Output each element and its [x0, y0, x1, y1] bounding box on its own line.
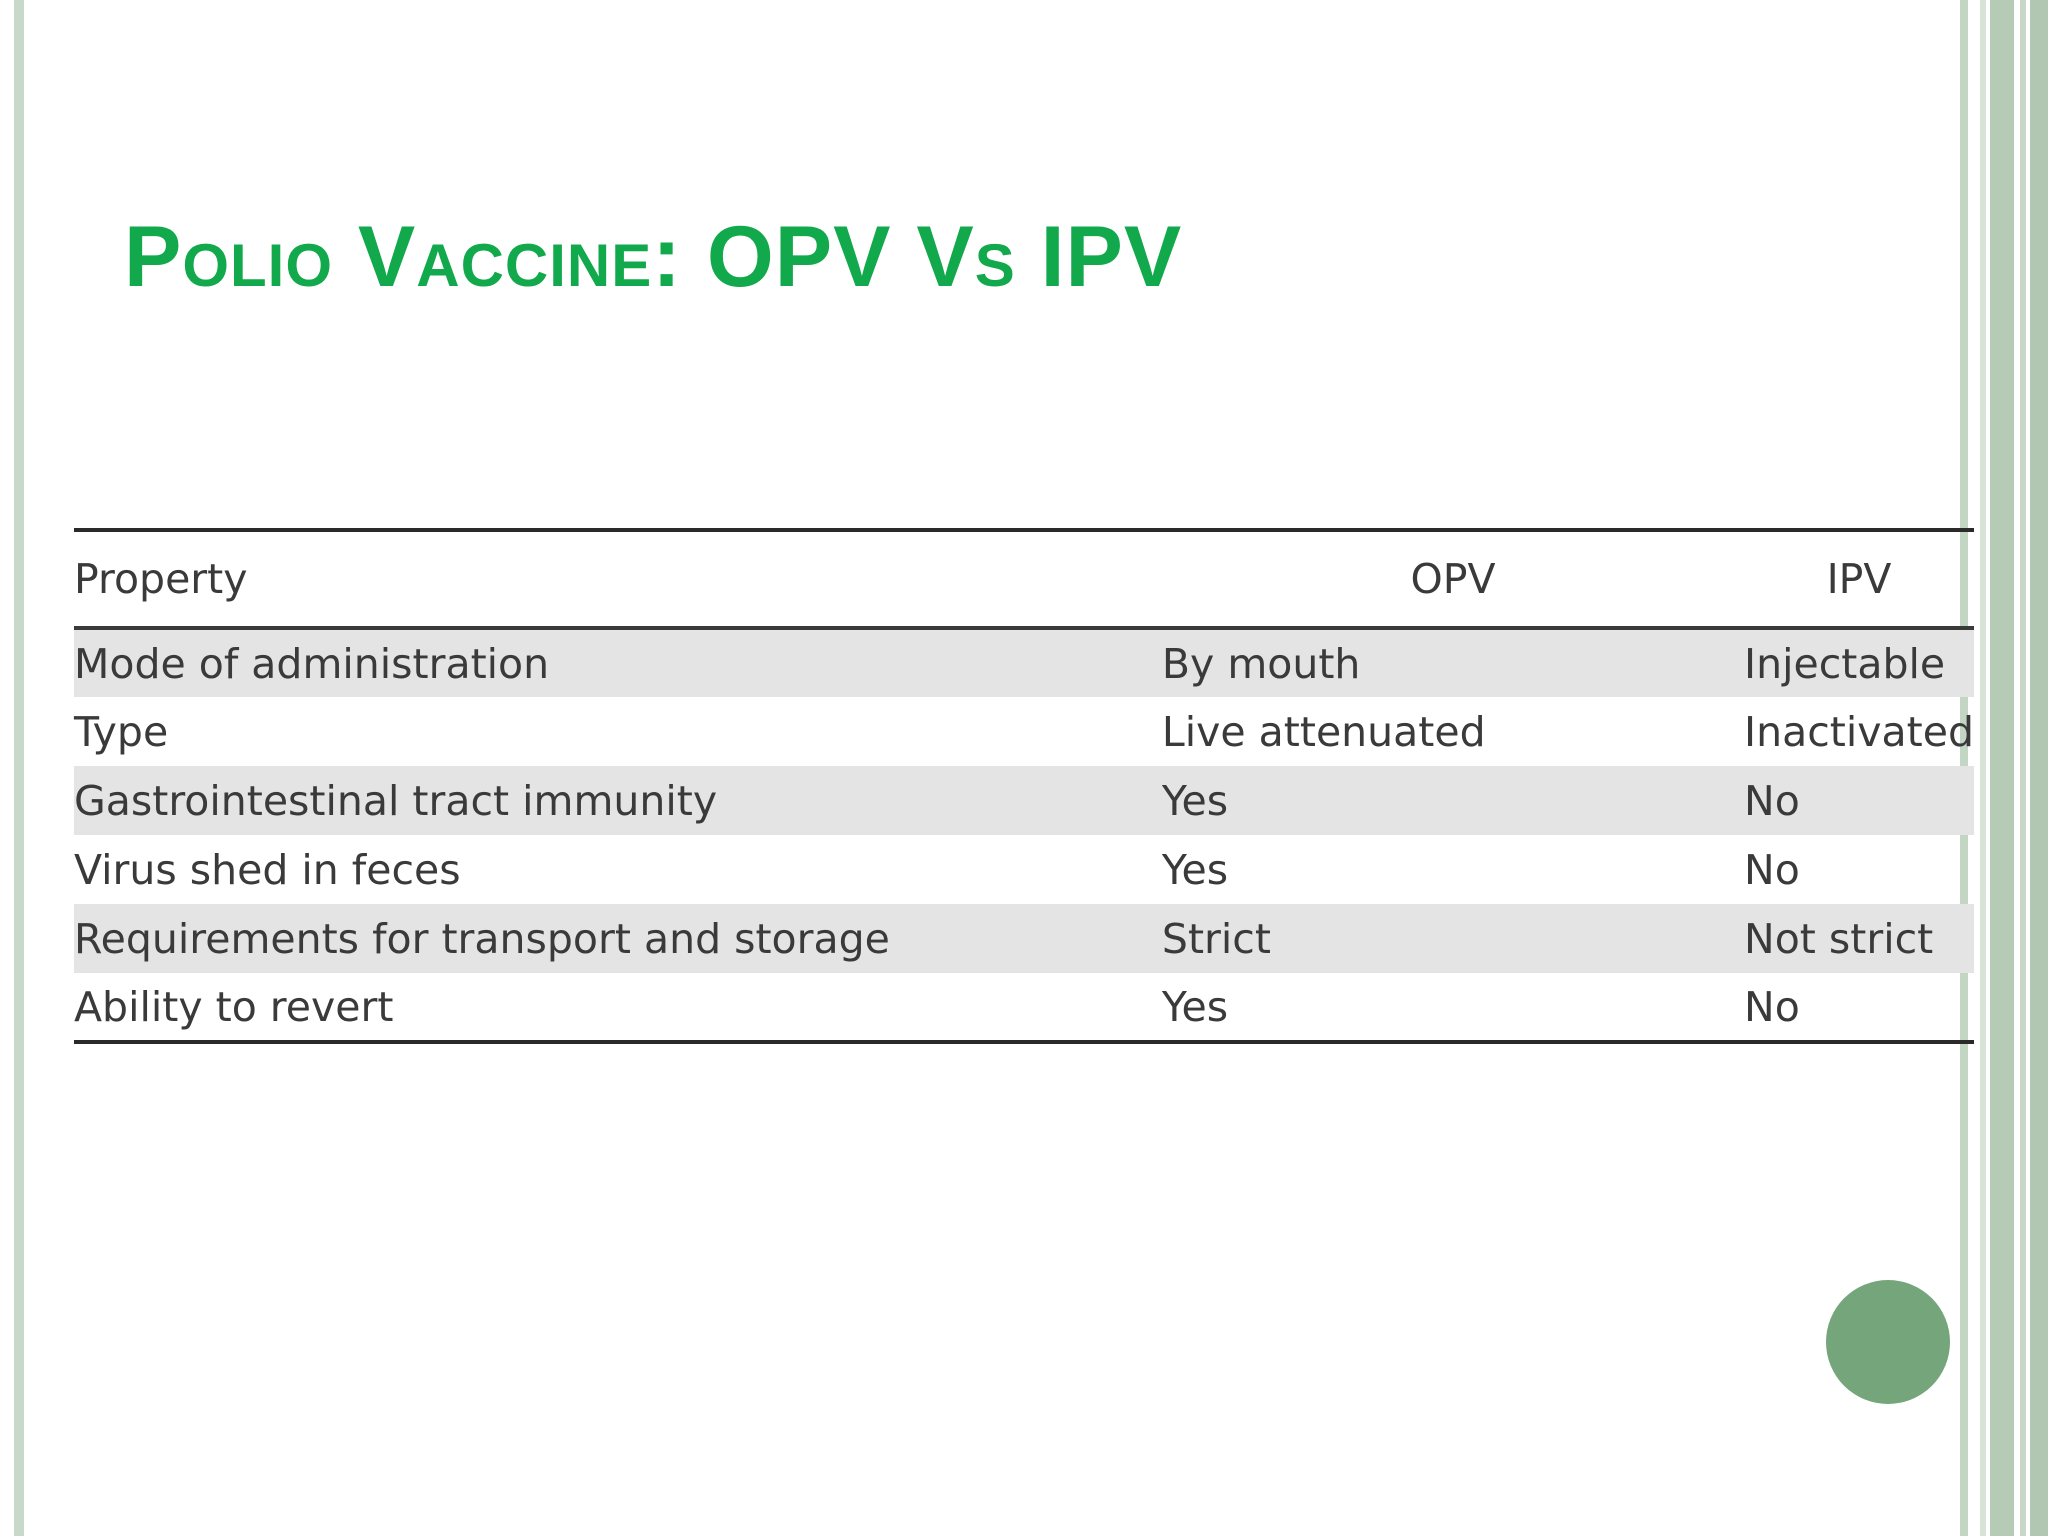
- slide-title: Polio Vaccine: OPV Vs IPV: [124, 209, 1183, 305]
- decorative-circle: [1826, 1280, 1950, 1404]
- cell-property: Type: [74, 707, 169, 756]
- cell-opv: By mouth: [1161, 639, 1361, 688]
- cell-ipv: Injectable: [1744, 639, 1946, 688]
- cell-opv: Live attenuated: [1161, 707, 1486, 756]
- table-row: [74, 697, 1974, 766]
- cell-opv: Yes: [1161, 776, 1229, 825]
- header-property: Property: [74, 555, 248, 603]
- table-row: [74, 973, 1974, 1042]
- table-row: [74, 766, 1974, 835]
- frame-stripe: [1980, 0, 1986, 1536]
- cell-ipv: Not strict: [1744, 914, 1934, 963]
- cell-property: Virus shed in feces: [74, 845, 461, 894]
- table-header: [74, 530, 1974, 628]
- cell-ipv: No: [1744, 776, 1800, 825]
- table-row: [74, 628, 1974, 697]
- header-ipv: IPV: [1826, 555, 1892, 603]
- cell-opv: Yes: [1161, 982, 1229, 1031]
- cell-property: Mode of administration: [74, 639, 550, 688]
- cell-ipv: No: [1744, 845, 1800, 894]
- table-body: [74, 628, 1974, 1042]
- frame-stripe: [2020, 0, 2026, 1536]
- frame-stripe: [2030, 0, 2048, 1536]
- cell-property: Requirements for transport and storage: [74, 914, 890, 963]
- table-header-row: [74, 530, 1974, 628]
- cell-opv: Strict: [1161, 914, 1271, 963]
- cell-ipv: No: [1744, 982, 1800, 1031]
- table-row: [74, 904, 1974, 973]
- slide-frame-left: [14, 0, 24, 1536]
- cell-opv: Yes: [1161, 845, 1229, 894]
- cell-property: Gastrointestinal tract immunity: [74, 776, 718, 825]
- cell-property: Ability to revert: [74, 982, 394, 1031]
- frame-stripe: [1990, 0, 2014, 1536]
- table-row: [74, 835, 1974, 904]
- cell-ipv: Inactivated: [1744, 707, 1974, 756]
- header-opv: OPV: [1410, 555, 1496, 603]
- vaccine-comparison-table: [74, 528, 1974, 1044]
